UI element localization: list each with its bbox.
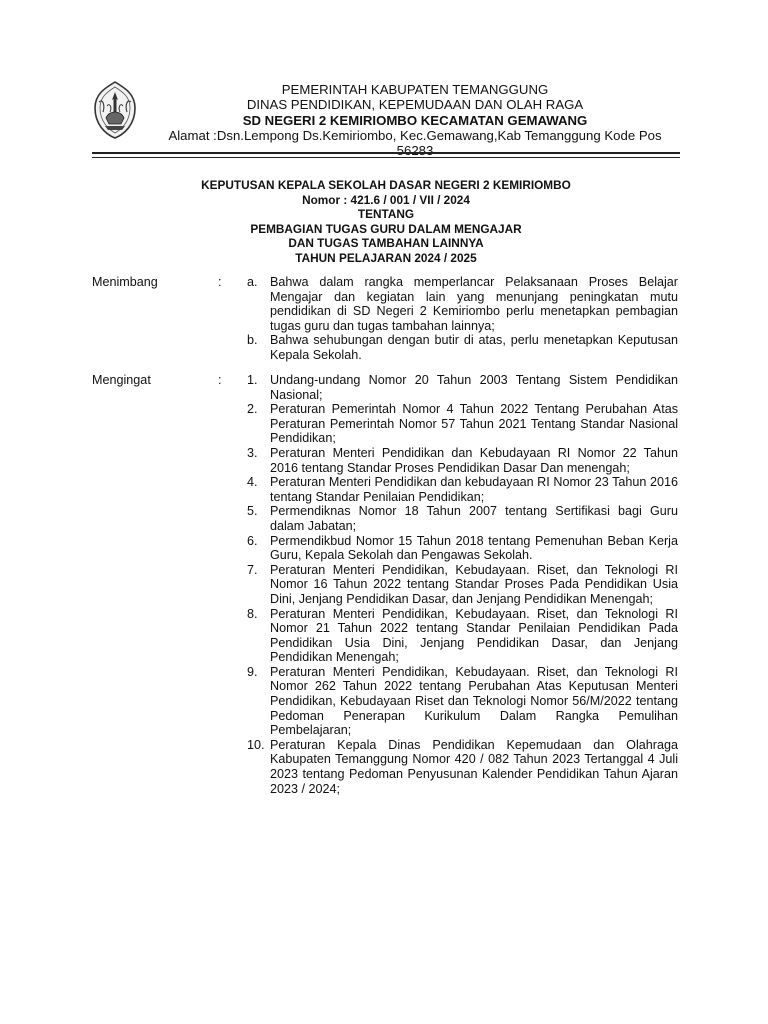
list-marker: b. — [247, 333, 258, 348]
list-item — [247, 446, 678, 475]
letterhead-government: PEMERINTAH KABUPATEN TEMANGGUNG — [281, 82, 549, 97]
list-text: Peraturan Pemerintah Nomor 4 Tahun 2022 Tentang Perubahan Atas Peraturan Pemerintah Nomor 57 Tahun 2021 Tentang Standar Nasional Pendidikan; — [270, 402, 678, 446]
list-text: Peraturan Menteri Pendidikan, Kebudayaan. Riset, dan Teknologi RI Nomor 262 Tahun 2022 tentang Perubahan Atas Keputusan Menteri Pendidikan, Kebudayaan Riset dan Teknologi Nomor 56/M/2022 tentang Pedoman Penerapan Kurikulum Dalam Rangka Pemulihan Pembelajaran; — [270, 664, 678, 738]
list-text: Peraturan Kepala Dinas Pendidikan Kepemudaan dan Olahraga Kabupaten Temanggung Nomor 420 / 082 Tahun 2023 Tertanggal 4 Juli 2023 tentang Pedoman Penyusunan Kalender Pendidikan Tahun Ajaran 2023 / 2024; — [270, 737, 678, 796]
list-text: Bahwa dalam rangka memperlancar Pelaksanaan Proses Belajar Mengajar dan kegiatan lain yang menunjang peningkatan mutu pendidikan di SD Negeri 2 Kemiriombo perlu menetapkan pembagian tugas guru dan tugas tambahan lainnya; — [270, 275, 678, 333]
list-marker: 10. — [247, 737, 265, 752]
list-marker: 8. — [247, 606, 258, 621]
list-marker: a. — [247, 275, 258, 289]
list-item — [247, 665, 678, 738]
list-text: Permendiknas Nomor 18 Tahun 2007 tentang Sertifikasi bagi Guru dalam Jabatan; — [270, 504, 678, 533]
list-item — [247, 373, 678, 402]
list-text: Undang-undang Nomor 20 Tahun 2003 Tentang Sistem Pendidikan Nasional; — [270, 373, 678, 402]
list-text: Peraturan Menteri Pendidikan dan Kebudayaan RI Nomor 22 Tahun 2016 tentang Standar Proses Pendidikan Dasar Dan menengah; — [270, 445, 678, 475]
decree-heading — [92, 178, 680, 266]
list-item — [247, 402, 678, 446]
list-item — [247, 504, 678, 533]
list-text: Permendikbud Nomor 15 Tahun 2018 tentang Pemenuhan Beban Kerja Guru, Kepala Sekolah dan Pengawas Sekolah. — [270, 533, 678, 563]
list-marker: 2. — [247, 402, 258, 417]
list-item — [247, 275, 678, 333]
decree-about: TENTANG — [357, 207, 415, 222]
list-item — [247, 563, 678, 607]
letterhead-postcode: 56283 — [396, 143, 434, 159]
list-text: Bahwa sehubungan dengan butir di atas, perlu menetapkan Keputusan Kepala Sekolah. — [270, 333, 678, 362]
list-marker: 1. — [247, 373, 258, 387]
letterhead-agency: DINAS PENDIDIKAN, KEPEMUDAAN DAN OLAH RAGA — [246, 97, 584, 113]
list-item — [247, 607, 678, 665]
list-marker: 4. — [247, 475, 258, 490]
list-item — [247, 534, 678, 563]
decree-number: Nomor : 421.6 / 001 / VII / 2024 — [302, 192, 470, 207]
menimbang-list — [247, 275, 678, 363]
mengingat-list — [247, 373, 678, 796]
list-item — [247, 333, 678, 362]
list-marker: 7. — [247, 562, 258, 577]
list-marker: 3. — [247, 445, 258, 460]
letterhead-divider-thin — [92, 157, 680, 158]
letterhead — [150, 82, 680, 158]
list-text: Peraturan Menteri Pendidikan, Kebudayaan. Riset, dan Teknologi RI Nomor 21 Tahun 2022 tentang Standar Penilaian Pendidikan Pada Pendidikan Usia Dini, Jenjang Pendidikan Dasar, dan Jenjang Pendidikan Menengah; — [270, 606, 678, 665]
decree-year: TAHUN PELAJARAN 2024 / 2025 — [295, 250, 477, 265]
list-text: Peraturan Menteri Pendidikan dan kebudayaan RI Nomor 23 Tahun 2016 tentang Standar Penilaian Pendidikan; — [270, 475, 678, 504]
list-marker: 6. — [247, 533, 258, 548]
decree-subject-line2: DAN TUGAS TAMBAHAN LAINNYA — [288, 236, 484, 251]
menimbang-colon: : — [218, 275, 222, 289]
letterhead-school: SD NEGERI 2 KEMIRIOMBO KECAMATAN GEMAWANG — [242, 112, 588, 128]
decree-subject-line1: PEMBAGIAN TUGAS GURU DALAM MENGAJAR — [250, 221, 522, 236]
decree-title: KEPUTUSAN KEPALA SEKOLAH DASAR NEGERI 2 KEMIRIOMBO — [201, 178, 571, 192]
list-marker: 9. — [247, 664, 258, 679]
mengingat-colon: : — [218, 373, 222, 387]
regency-coat-of-arms-icon — [91, 80, 139, 140]
list-item — [247, 738, 678, 796]
list-text: Peraturan Menteri Pendidikan, Kebudayaan. Riset, dan Teknologi RI Nomor 16 Tahun 2022 tentang Standar Proses Pada Pendidikan Usia Dini, Jenjang Pendidikan Dasar, dan Jenjang Pendidikan Menengah; — [270, 562, 678, 606]
letterhead-divider-thick — [92, 152, 680, 154]
menimbang-label: Menimbang — [92, 275, 158, 289]
list-marker: 5. — [247, 504, 258, 519]
list-item — [247, 475, 678, 504]
letterhead-address: Alamat :Dsn.Lempong Ds.Kemiriombo, Kec.Gemawang,Kab Temanggung Kode Pos — [168, 127, 662, 143]
mengingat-label: Mengingat — [92, 373, 151, 387]
